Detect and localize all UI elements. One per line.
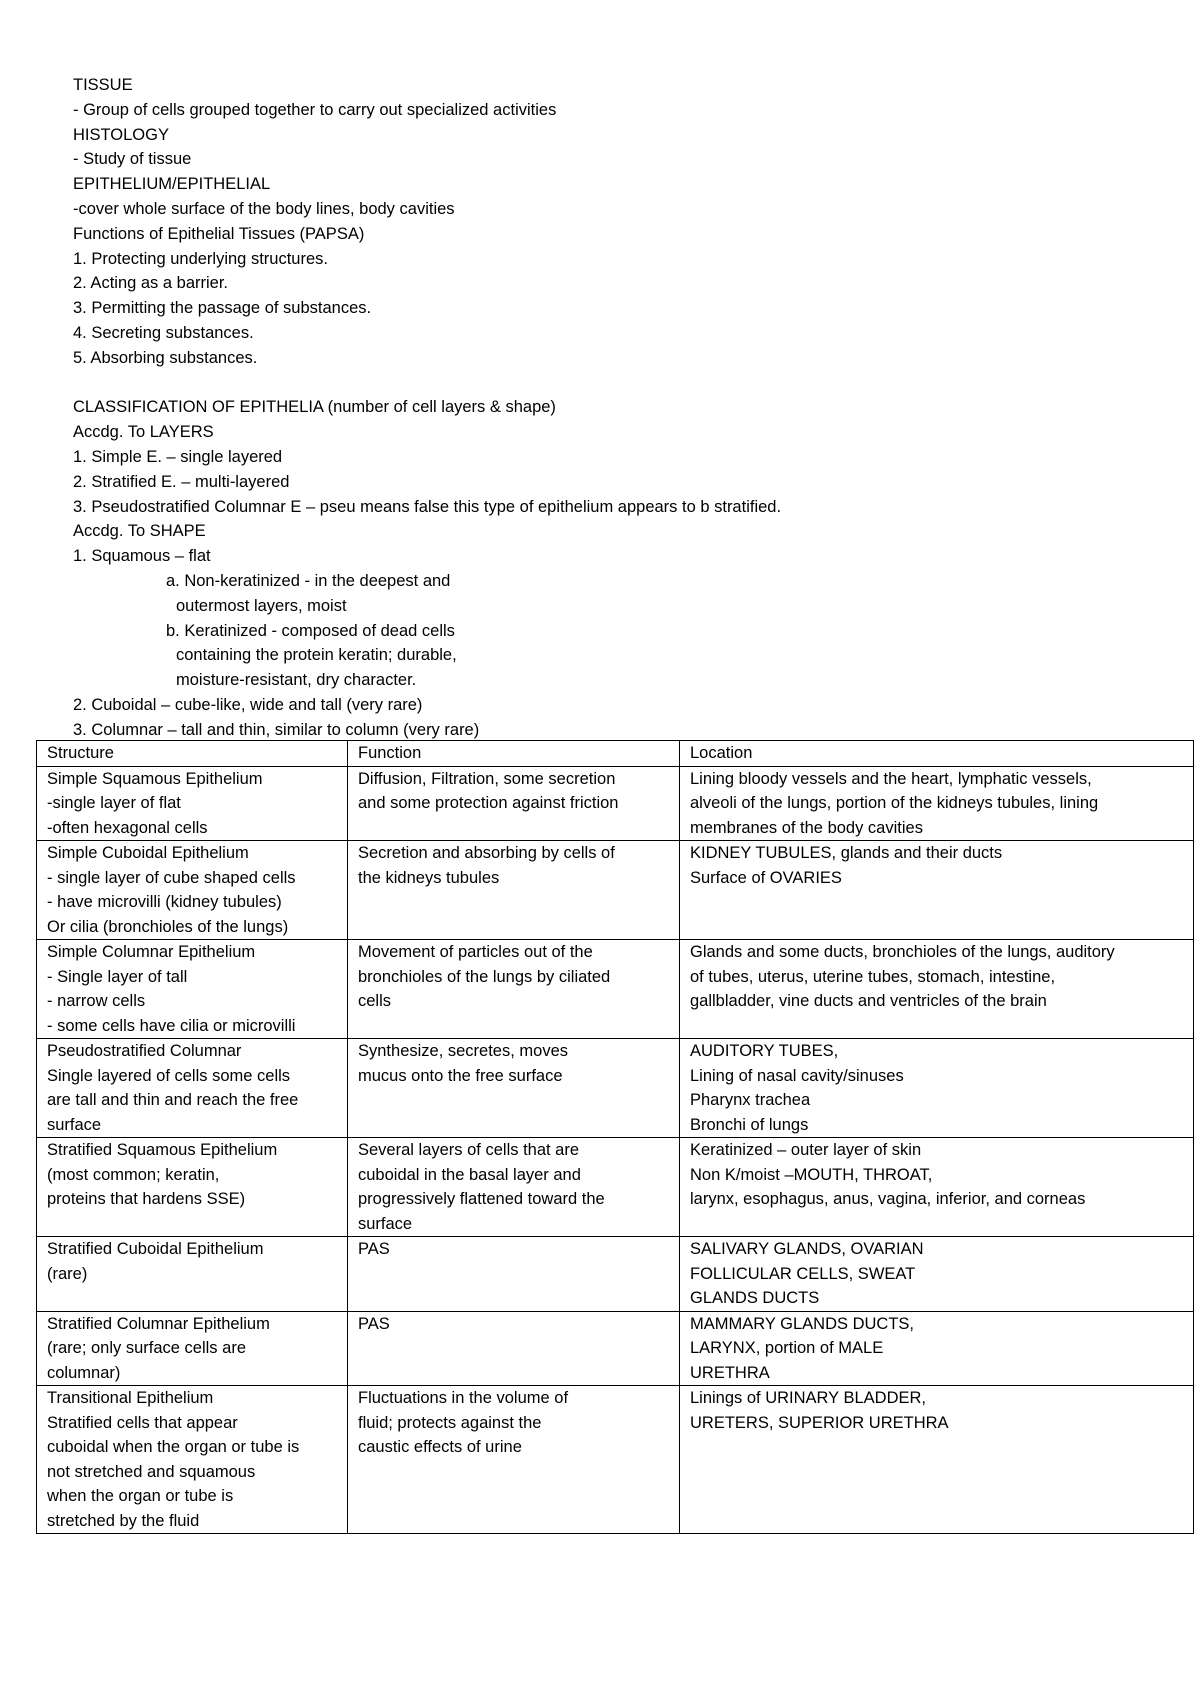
note-line: HISTOLOGY (73, 125, 169, 144)
location-cell (680, 1039, 1194, 1138)
note-line: EPITHELIUM/EPITHELIAL (73, 175, 271, 194)
location-line: URETHRA (690, 1363, 770, 1382)
table-row (37, 1311, 1194, 1386)
function-line: Movement of particles out of the (358, 943, 593, 961)
structure-cell (37, 1311, 348, 1386)
function-cell (348, 1311, 680, 1386)
note-line: CLASSIFICATION OF EPITHELIA (number of cell layers & shape) (73, 398, 556, 417)
blank-line (73, 371, 1153, 396)
table-row (37, 1386, 1194, 1534)
function-line: PAS (358, 1314, 390, 1333)
location-line: Linings of URINARY BLADDER, (690, 1389, 926, 1407)
function-line: Synthesize, secretes, moves (358, 1042, 569, 1060)
function-line: the kidneys tubules (358, 868, 500, 887)
location-line: SALIVARY GLANDS, OVARIAN (690, 1240, 924, 1258)
function-line: cells (358, 992, 392, 1010)
note-line: a. Non-keratinized - in the deepest and (166, 571, 451, 590)
note-line: Functions of Epithelial Tissues (PAPSA) (73, 224, 365, 243)
table-row (37, 841, 1194, 940)
function-line: Secretion and absorbing by cells of (358, 844, 615, 862)
structure-line: surface (47, 1115, 102, 1134)
note-line: outermost layers, moist (176, 596, 347, 615)
structure-line: Single layered of cells some cells (47, 1066, 291, 1085)
header-structure: Structure (37, 741, 348, 767)
structure-line: -often hexagonal cells (47, 818, 208, 837)
structure-line: Or cilia (bronchioles of the lungs) (47, 917, 289, 936)
structure-line: stretched by the fluid (47, 1511, 200, 1530)
note-line: Accdg. To SHAPE (73, 522, 206, 541)
note-line: containing the protein keratin; durable, (176, 646, 457, 665)
function-line: Several layers of cells that are (358, 1141, 580, 1159)
location-line: LARYNX, portion of MALE (690, 1339, 884, 1357)
function-line: fluid; protects against the (358, 1413, 542, 1432)
note-line: 2. Acting as a barrier. (73, 274, 229, 293)
location-cell (680, 1138, 1194, 1237)
note-line: TISSUE (73, 76, 133, 94)
location-line: larynx, esophagus, anus, vagina, inferior, and corneas (690, 1190, 1086, 1208)
structure-line: Stratified Cuboidal Epithelium (47, 1240, 264, 1258)
note-line: -cover whole surface of the body lines, body cavities (73, 199, 455, 218)
structure-line: when the organ or tube is (47, 1487, 234, 1505)
epithelia-table (36, 740, 1194, 1534)
note-line: moisture-resistant, dry character. (176, 671, 417, 690)
structure-line: (rare) (47, 1264, 88, 1283)
structure-line: - narrow cells (47, 992, 146, 1010)
function-line: caustic effects of urine (358, 1438, 522, 1456)
structure-cell (37, 1039, 348, 1138)
structure-line: - single layer of cube shaped cells (47, 868, 296, 887)
note-line: 5. Absorbing substances. (73, 348, 258, 367)
structure-line: Simple Squamous Epithelium (47, 769, 263, 788)
location-line: KIDNEY TUBULES, glands and their ducts (690, 844, 1003, 862)
table-header-row (37, 741, 1194, 767)
location-cell (680, 766, 1194, 841)
location-line: URETERS, SUPERIOR URETHRA (690, 1413, 949, 1432)
structure-line: - have microvilli (kidney tubules) (47, 893, 282, 911)
note-line: 3. Columnar – tall and thin, similar to column (very rare) (73, 720, 480, 739)
structure-line: columnar) (47, 1363, 121, 1382)
location-line: AUDITORY TUBES, (690, 1042, 839, 1060)
note-line: 2. Stratified E. – multi-layered (73, 472, 290, 491)
function-cell (348, 1386, 680, 1534)
structure-cell (37, 1237, 348, 1312)
note-line: 1. Protecting underlying structures. (73, 249, 328, 268)
function-line: mucus onto the free surface (358, 1066, 563, 1085)
function-line: and some protection against friction (358, 794, 619, 812)
note-line: 1. Simple E. – single layered (73, 447, 283, 466)
function-cell (348, 1138, 680, 1237)
structure-line: proteins that hardens SSE) (47, 1190, 246, 1208)
structure-line: - some cells have cilia or microvilli (47, 1016, 296, 1035)
function-line: PAS (358, 1240, 390, 1258)
structure-line: are tall and thin and reach the free (47, 1091, 299, 1109)
function-line: Diffusion, Filtration, some secretion (358, 769, 616, 788)
location-line: Bronchi of lungs (690, 1115, 809, 1134)
location-line: alveoli of the lungs, portion of the kidneys tubules, lining (690, 794, 1099, 812)
function-line: cuboidal in the basal layer and (358, 1165, 581, 1184)
structure-line: - Single layer of tall (47, 967, 188, 986)
location-line: membranes of the body cavities (690, 818, 923, 837)
note-line: Accdg. To LAYERS (73, 423, 214, 442)
table-row (37, 1039, 1194, 1138)
function-line: progressively flattened toward the (358, 1190, 605, 1208)
location-cell (680, 1237, 1194, 1312)
structure-line: Simple Cuboidal Epithelium (47, 844, 249, 862)
structure-line: -single layer of flat (47, 794, 181, 812)
function-cell (348, 841, 680, 940)
location-cell (680, 1386, 1194, 1534)
note-line: - Group of cells grouped together to carry out specialized activities (73, 100, 557, 119)
table-row (37, 940, 1194, 1039)
location-line: MAMMARY GLANDS DUCTS, (690, 1314, 915, 1333)
location-line: Keratinized – outer layer of skin (690, 1141, 922, 1159)
table-row (37, 766, 1194, 841)
structure-line: Stratified Squamous Epithelium (47, 1141, 278, 1159)
location-line: Non K/moist –MOUTH, THROAT, (690, 1165, 933, 1184)
note-line: 1. Squamous – flat (73, 547, 211, 566)
header-location: Location (680, 741, 1194, 767)
structure-line: (most common; keratin, (47, 1165, 220, 1184)
location-line: gallbladder, vine ducts and ventricles of the brain (690, 992, 1047, 1010)
structure-line: not stretched and squamous (47, 1462, 256, 1481)
function-line: bronchioles of the lungs by ciliated (358, 967, 611, 986)
note-line: 2. Cuboidal – cube-like, wide and tall (very rare) (73, 695, 423, 714)
header-function: Function (348, 741, 680, 767)
structure-cell (37, 841, 348, 940)
structure-line: Stratified Columnar Epithelium (47, 1314, 270, 1333)
function-cell (348, 1039, 680, 1138)
location-cell (680, 1311, 1194, 1386)
structure-line: Transitional Epithelium (47, 1389, 214, 1407)
location-line: Pharynx trachea (690, 1091, 811, 1109)
structure-cell (37, 940, 348, 1039)
note-line: - Study of tissue (73, 150, 192, 169)
structure-cell (37, 1386, 348, 1534)
table-row (37, 1237, 1194, 1312)
location-line: Lining of nasal cavity/sinuses (690, 1066, 904, 1085)
note-line: 3. Permitting the passage of substances. (73, 299, 372, 318)
structure-line: Simple Columnar Epithelium (47, 943, 256, 961)
location-line: of tubes, uterus, uterine tubes, stomach, intestine, (690, 967, 1056, 986)
location-line: GLANDS DUCTS (690, 1289, 820, 1307)
note-line: b. Keratinized - composed of dead cells (166, 621, 455, 640)
function-cell (348, 766, 680, 841)
structure-line: Pseudostratified Columnar (47, 1042, 242, 1060)
location-line: Lining bloody vessels and the heart, lymphatic vessels, (690, 769, 1092, 788)
structure-cell (37, 766, 348, 841)
location-line: Glands and some ducts, bronchioles of the lungs, auditory (690, 943, 1115, 961)
structure-cell (37, 1138, 348, 1237)
function-cell (348, 1237, 680, 1312)
structure-line: cuboidal when the organ or tube is (47, 1438, 300, 1456)
note-line: 4. Secreting substances. (73, 323, 254, 342)
function-line: surface (358, 1214, 413, 1233)
note-line: 3. Pseudostratified Columnar E – pseu means false this type of epithelium appears to b stratified. (73, 497, 782, 516)
structure-line: Stratified cells that appear (47, 1413, 238, 1432)
location-line: FOLLICULAR CELLS, SWEAT (690, 1264, 916, 1283)
table-row (37, 1138, 1194, 1237)
function-cell (348, 940, 680, 1039)
location-line: Surface of OVARIES (690, 868, 842, 887)
structure-line: (rare; only surface cells are (47, 1339, 246, 1357)
location-cell (680, 841, 1194, 940)
location-cell (680, 940, 1194, 1039)
notes-section (73, 73, 1153, 743)
function-line: Fluctuations in the volume of (358, 1389, 569, 1407)
